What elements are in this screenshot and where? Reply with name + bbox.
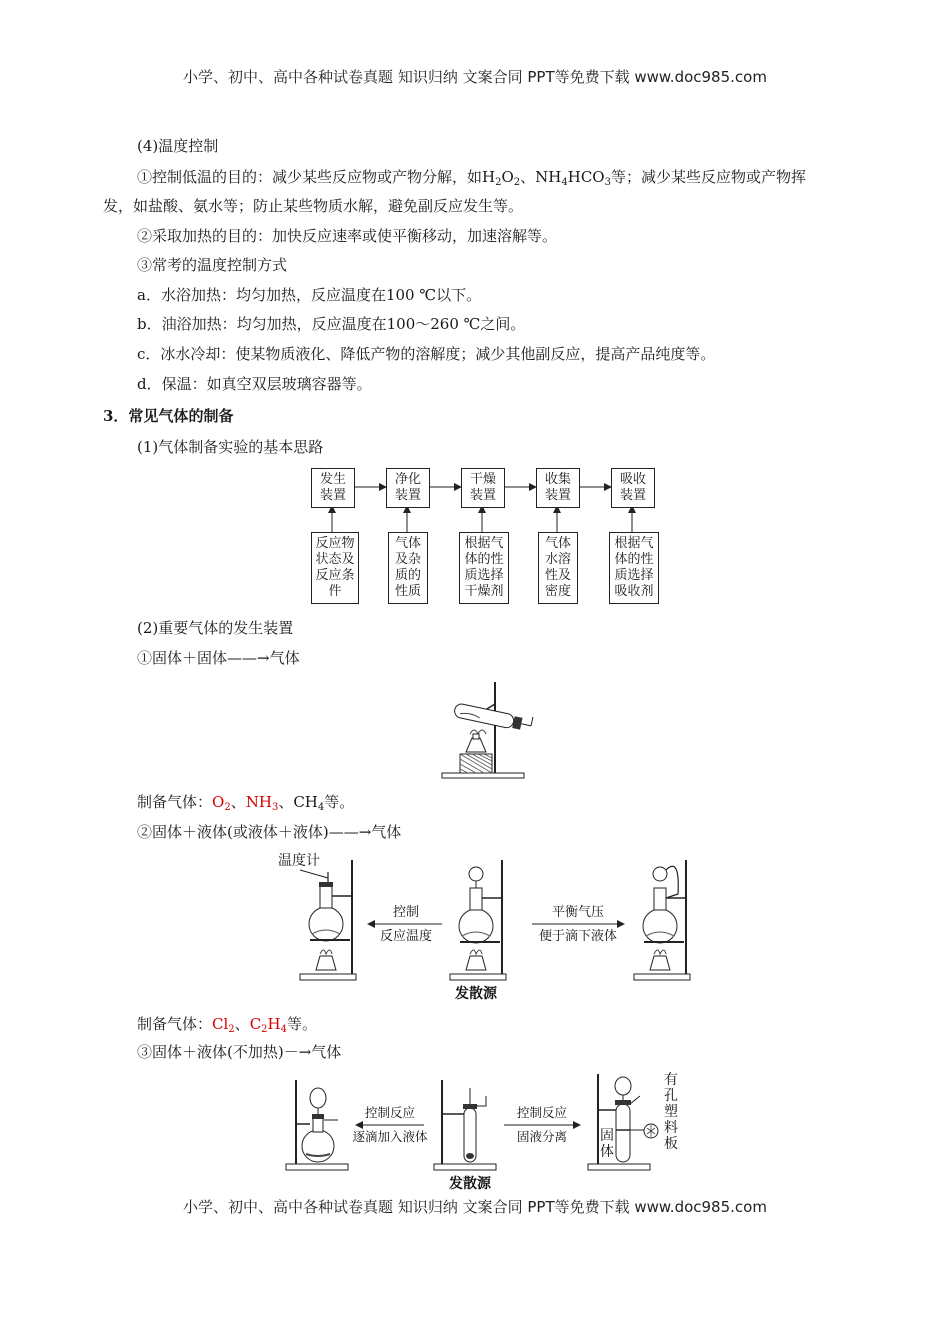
paragraph-low-temp: ①控制低温的目的：减少某些反应物或产物分解，如$H_2O_2$、$NH_4HCO_3$等；减少某些反应物或产物挥 xyxy=(137,168,806,188)
thermometer-label: 温度计 xyxy=(278,853,320,869)
method-c: c．冰水冷却：使某物质液化、降低产物的溶解度；减少其他副反应，提高产品纯度等。 xyxy=(137,345,716,363)
subheading-generators: (2)重要气体的发生装置 xyxy=(137,619,294,637)
solid-label-2: 体 xyxy=(600,1144,614,1160)
item3-left-arrow-top-label: 控制反应 xyxy=(364,1105,416,1120)
item3-right-arrow-bottom-label: 固液分离 xyxy=(516,1129,568,1144)
flow-box-basis-4: 气体 水溶 性及 密度 xyxy=(538,532,578,604)
left-arrow-bottom-label: 反应温度 xyxy=(379,929,433,944)
method-a: a．水浴加热：均匀加热，反应温度在100 ℃以下。 xyxy=(137,286,482,304)
flow-box-basis-2: 气体 及杂 质的 性质 xyxy=(388,532,428,604)
paragraph-low-temp-cont: 发，如盐酸、氨水等；防止某些物质水解，避免副反应发生等。 xyxy=(103,197,524,215)
flow-box-basis-1: 反应物 状态及 反应条 件 xyxy=(311,532,359,604)
item1-gases: 制备气体：$O_2$、$NH_3$、$CH_4$等。 xyxy=(137,793,355,813)
paragraph-heating: ②采取加热的目的：加快反应速率或使平衡移动，加速溶解等。 xyxy=(137,227,558,245)
item2-title: ②固体＋液体(或液体＋液体)——→气体 xyxy=(137,823,402,841)
page-footer: 小学、初中、高中各种试卷真题 知识归纳 文案合同 PPT等免费下载 www.doc985.com xyxy=(183,1198,767,1216)
flow-box-basis-3: 根据气 体的性 质选择 干燥剂 xyxy=(459,532,509,604)
plate-label-3: 塑 xyxy=(664,1104,678,1120)
solid-label-1: 固 xyxy=(600,1128,614,1144)
item3-right-arrow-top-label: 控制反应 xyxy=(516,1105,568,1120)
method-b: b．油浴加热：均匀加热，反应温度在100～260 ℃之间。 xyxy=(137,315,526,333)
flow-box-collector: 收集 装置 xyxy=(536,468,580,508)
section-heading-temp: (4)温度控制 xyxy=(137,137,219,155)
item1-title: ①固体＋固体——→气体 xyxy=(137,649,300,667)
method-d: d．保温：如真空双层玻璃容器等。 xyxy=(137,375,372,393)
flow-box-purifier: 净化 装置 xyxy=(386,468,430,508)
page-header: 小学、初中、高中各种试卷真题 知识归纳 文案合同 PPT等免费下载 www.doc985.com xyxy=(183,68,767,86)
left-arrow-top-label: 控制 xyxy=(392,905,420,920)
item3-center-caption: 发散源 xyxy=(449,1176,491,1192)
flow-box-generator: 发生 装置 xyxy=(311,468,355,508)
right-arrow-top-label: 平衡气压 xyxy=(551,905,605,920)
plate-label-5: 板 xyxy=(664,1136,678,1152)
right-arrow-bottom-label: 便于滴下液体 xyxy=(538,929,618,944)
subheading-basic-idea: (1)气体制备实验的基本思路 xyxy=(137,438,324,456)
solid-liquid-heating-figure xyxy=(270,846,700,1004)
flow-box-dryer: 干燥 装置 xyxy=(461,468,505,508)
section-heading-gas: 3．常见气体的制备 xyxy=(103,407,234,425)
plate-label-2: 孔 xyxy=(664,1088,678,1104)
solid-liquid-no-heat-figure xyxy=(282,1068,692,1192)
flow-box-absorber: 吸收 装置 xyxy=(611,468,655,508)
solid-solid-apparatus-figure xyxy=(440,676,540,780)
plate-label-1: 有 xyxy=(664,1072,678,1088)
flow-box-basis-5: 根据气 体的性 质选择 吸收剂 xyxy=(609,532,659,604)
item3-left-arrow-bottom-label: 逐滴加入液体 xyxy=(352,1129,428,1144)
paragraph-methods: ③常考的温度控制方式 xyxy=(137,256,288,274)
item2-gases: 制备气体：$Cl_2$、$C_2H_4$等。 xyxy=(137,1015,318,1035)
plate-label-4: 料 xyxy=(664,1120,678,1136)
center-caption: 发散源 xyxy=(455,986,497,1002)
item3-title: ③固体＋液体(不加热)－→气体 xyxy=(137,1043,342,1061)
